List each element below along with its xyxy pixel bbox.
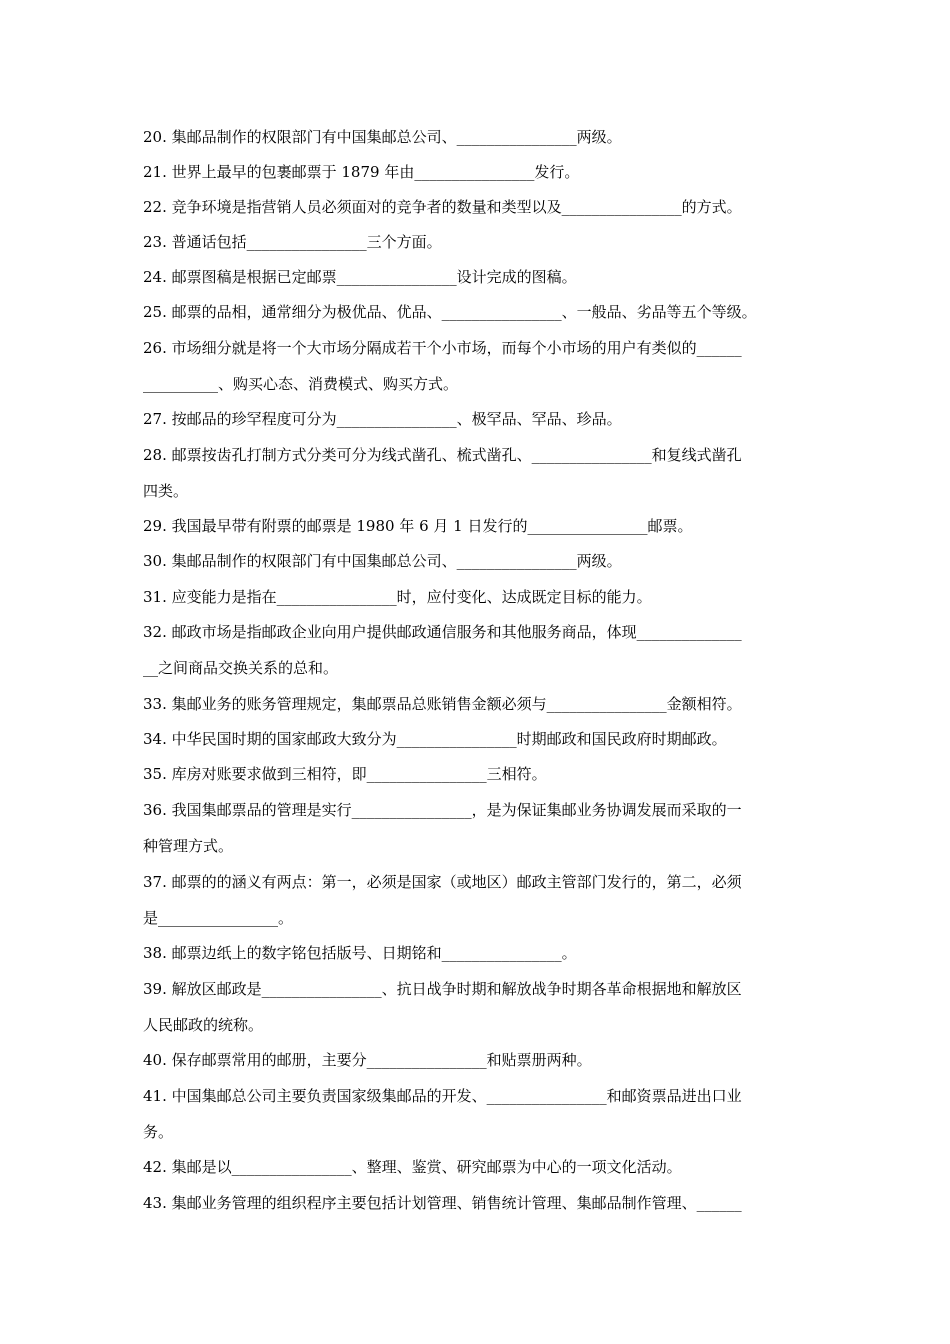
question-32-line-1: 32. 邮政市场是指邮政企业向用户提供邮政通信服务和其他服务商品，体现______________ [143, 623, 742, 641]
question-26-line-2: __________、购买心态、消费模式、购买方式。 [143, 375, 459, 393]
question-29: 29. 我国最早带有附票的邮票是 1980 年 6 月 1 日发行的________________邮票。 [143, 517, 693, 535]
question-31: 31. 应变能力是指在________________时，应付变化、达成既定目标的能力。 [143, 588, 652, 606]
question-34: 34. 中华民国时期的国家邮政大致分为________________时期邮政和国民政府时期邮政。 [143, 730, 727, 748]
question-20: 20. 集邮品制作的权限部门有中国集邮总公司、________________两级。 [143, 128, 622, 146]
question-36-line-1: 36. 我国集邮票品的管理是实行________________，是为保证集邮业务协调发展而采取的一 [143, 801, 742, 819]
question-42: 42. 集邮是以________________、整理、鉴赏、研究邮票为中心的一项文化活动。 [143, 1158, 682, 1176]
question-41-line-2: 务。 [143, 1123, 174, 1141]
question-25: 25. 邮票的品相，通常细分为极优品、优品、________________、一般品、劣品等五个等级。 [143, 303, 757, 321]
question-35: 35. 库房对账要求做到三相符，即________________三相符。 [143, 765, 547, 783]
question-28-line-2: 四类。 [143, 482, 189, 500]
question-23: 23. 普通话包括________________三个方面。 [143, 233, 442, 251]
question-27: 27. 按邮品的珍罕程度可分为________________、极罕品、罕品、珍品。 [143, 410, 622, 428]
question-41-line-1: 41. 中国集邮总公司主要负责国家级集邮品的开发、________________和邮资票品进出口业 [143, 1087, 742, 1105]
question-37-line-1: 37. 邮票的的涵义有两点：第一，必须是国家（或地区）邮政主管部门发行的，第二，必须 [143, 873, 742, 891]
question-37-line-2: 是________________。 [143, 909, 294, 927]
question-32-line-2: __之间商品交换关系的总和。 [143, 659, 339, 677]
question-21: 21. 世界上最早的包裹邮票于 1879 年由________________发行。 [143, 163, 580, 181]
question-36-line-2: 种管理方式。 [143, 837, 234, 855]
question-39-line-1: 39. 解放区邮政是________________、抗日战争时期和解放战争时期各革命根据地和解放区 [143, 980, 742, 998]
question-24: 24. 邮票图稿是根据已定邮票________________设计完成的图稿。 [143, 268, 577, 286]
question-30: 30. 集邮品制作的权限部门有中国集邮总公司、________________两级。 [143, 552, 622, 570]
question-39-line-2: 人民邮政的统称。 [143, 1016, 264, 1034]
question-43: 43. 集邮业务管理的组织程序主要包括计划管理、销售统计管理、集邮品制作管理、______ [143, 1194, 742, 1212]
question-33: 33. 集邮业务的账务管理规定，集邮票品总账销售金额必须与________________金额相符。 [143, 695, 742, 713]
question-26-line-1: 26. 市场细分就是将一个大市场分隔成若干个小市场，而每个小市场的用户有类似的______ [143, 339, 742, 357]
question-38: 38. 邮票边纸上的数字铭包括版号、日期铭和________________。 [143, 944, 577, 962]
question-40: 40. 保存邮票常用的邮册，主要分________________和贴票册两种。 [143, 1051, 592, 1069]
question-28-line-1: 28. 邮票按齿孔打制方式分类可分为线式凿孔、梳式凿孔、________________和复线式凿孔 [143, 446, 742, 464]
question-22: 22. 竞争环境是指营销人员必须面对的竞争者的数量和类型以及________________的方式。 [143, 198, 742, 216]
